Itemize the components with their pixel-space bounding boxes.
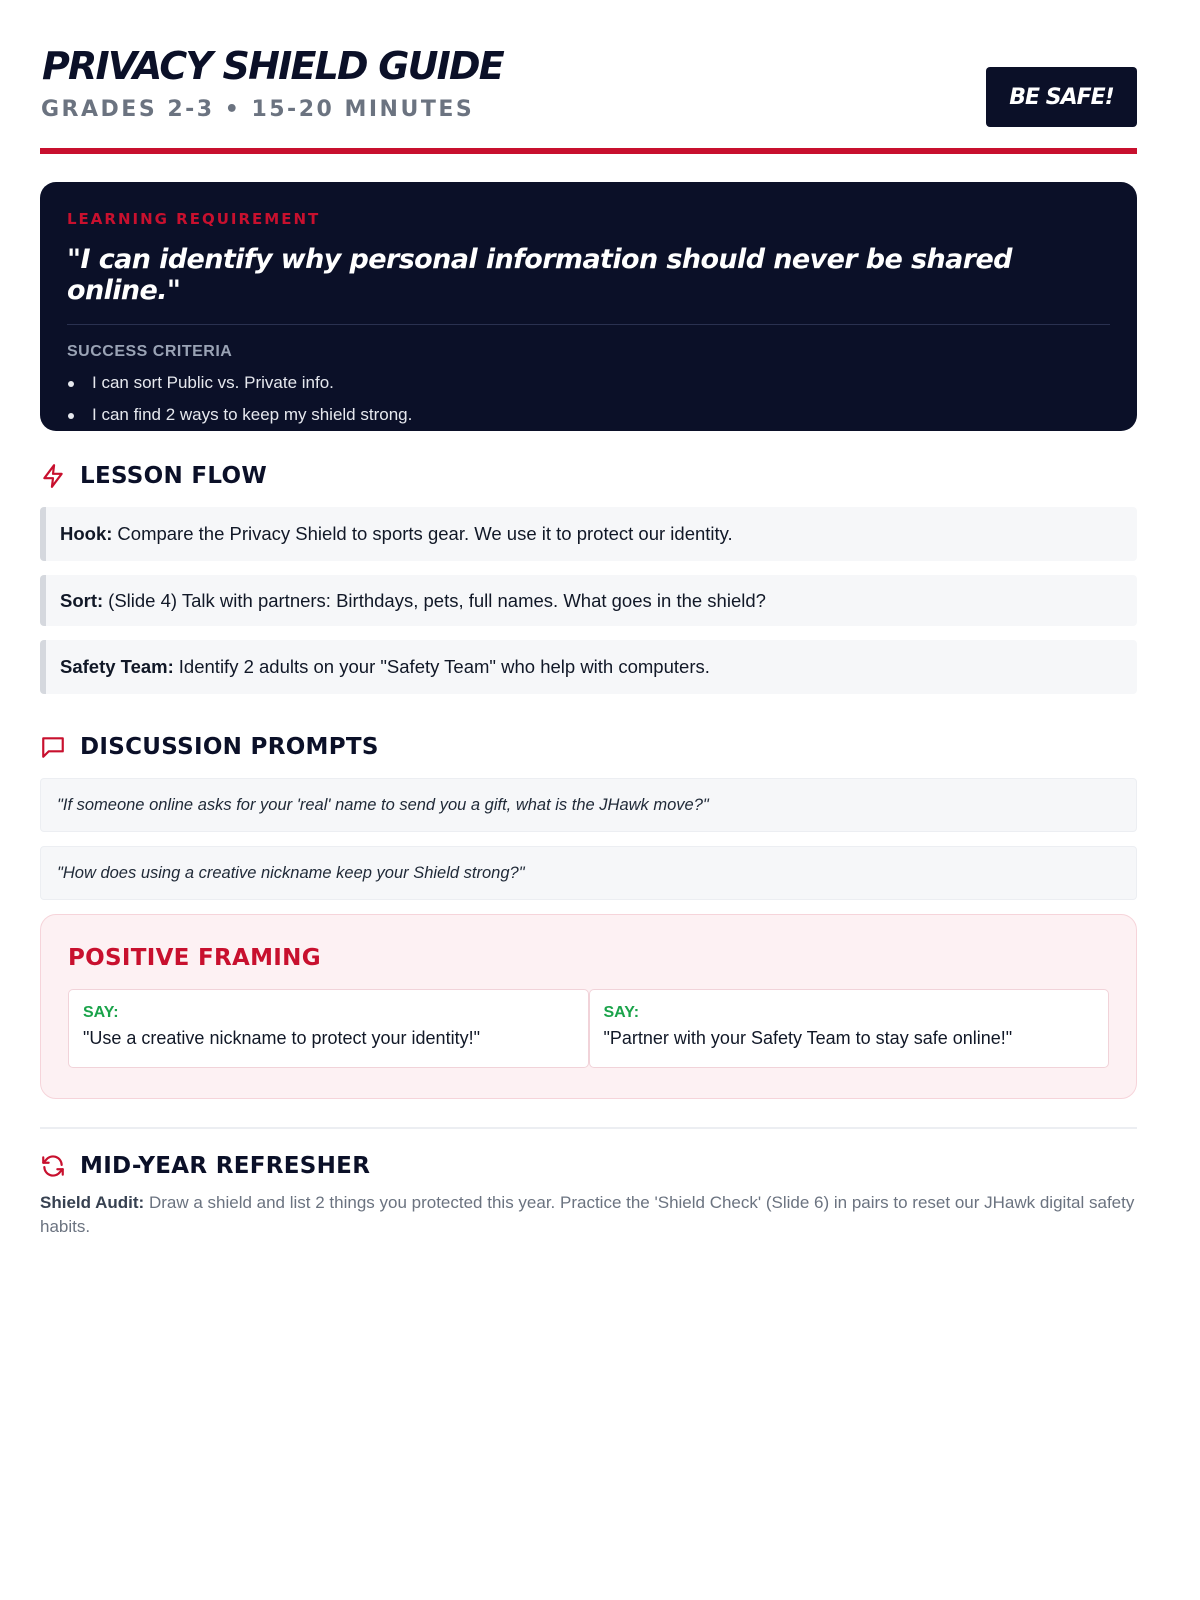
discussion-prompts-list — [40, 778, 1137, 900]
header — [40, 0, 1160, 155]
lesson-flow-title: LESSON FLOW — [80, 463, 268, 489]
say-label: SAY: — [83, 1004, 119, 1021]
success-criteria-list — [67, 373, 1110, 437]
lesson-step-hook — [40, 507, 1137, 561]
discussion-prompts-title: DISCUSSION PROMPTS — [80, 734, 379, 760]
say-card — [589, 989, 1110, 1068]
mid-year-refresher-section — [40, 1151, 1160, 1239]
discussion-prompts-heading — [40, 732, 1160, 762]
positive-framing-title: POSITIVE FRAMING — [68, 945, 321, 971]
success-criterion: I can find 2 ways to keep my shield strong. — [67, 405, 1110, 437]
lesson-flow-heading — [40, 461, 1160, 491]
refresher-text: Draw a shield and list 2 things you protected this year. Practice the 'Shield Check' (Slide 6) in pairs to reset our JHawk digital safety habits. — [40, 1193, 1135, 1236]
discussion-prompt: "If someone online asks for your 'real' name to send you a gift, what is the JHawk move?" — [40, 778, 1137, 832]
discussion-prompts-section — [40, 732, 1160, 900]
lightning-icon — [40, 463, 66, 489]
lesson-step-label: Hook: — [60, 523, 113, 544]
positive-framing-card — [40, 914, 1137, 1099]
requirement-divider — [67, 324, 1110, 325]
say-card — [68, 989, 589, 1068]
lesson-step-sort — [40, 575, 1137, 626]
discussion-prompt: "How does using a creative nickname keep your Shield strong?" — [40, 846, 1137, 900]
requirement-quote: "I can identify why personal information should never be shared online." — [67, 244, 1012, 306]
header-divider — [40, 148, 1137, 154]
lesson-step-text: Identify 2 adults on your "Safety Team" who help with computers. — [178, 656, 710, 677]
chat-icon — [40, 734, 66, 760]
refresher-body — [40, 1191, 1137, 1239]
page-subtitle: GRADES 2-3 • 15-20 MINUTES — [41, 97, 475, 122]
say-label: SAY: — [603, 1004, 640, 1021]
refresher-label: Shield Audit: — [40, 1193, 145, 1212]
success-criterion: I can sort Public vs. Private info. — [67, 373, 1110, 405]
lesson-step-text: (Slide 4) Talk with partners: Birthdays, pets, full names. What goes in the shield? — [108, 589, 766, 611]
positive-framing-examples — [68, 989, 1109, 1068]
say-text: "Use a creative nickname to protect your identity!" — [83, 1028, 480, 1048]
refresh-icon — [40, 1153, 66, 1179]
requirement-label: LEARNING REQUIREMENT — [67, 210, 321, 228]
section-divider — [40, 1127, 1137, 1129]
lesson-flow-section — [40, 461, 1160, 694]
learning-requirement-card — [40, 182, 1137, 431]
success-criteria-title: SUCCESS CRITERIA — [67, 343, 233, 360]
lesson-flow-list — [40, 507, 1137, 694]
lesson-step-safety-team — [40, 640, 1137, 694]
lesson-step-text: Compare the Privacy Shield to sports gear. We use it to protect our identity. — [117, 523, 733, 544]
page-title: PRIVACY SHIELD GUIDE — [42, 44, 503, 88]
be-safe-badge: BE SAFE! — [986, 67, 1137, 127]
say-text: "Partner with your Safety Team to stay safe online!" — [603, 1028, 1013, 1048]
refresher-title: MID-YEAR REFRESHER — [80, 1153, 371, 1179]
lesson-step-label: Safety Team: — [60, 656, 174, 677]
lesson-step-label: Sort: — [60, 589, 104, 611]
refresher-heading — [40, 1151, 1160, 1181]
